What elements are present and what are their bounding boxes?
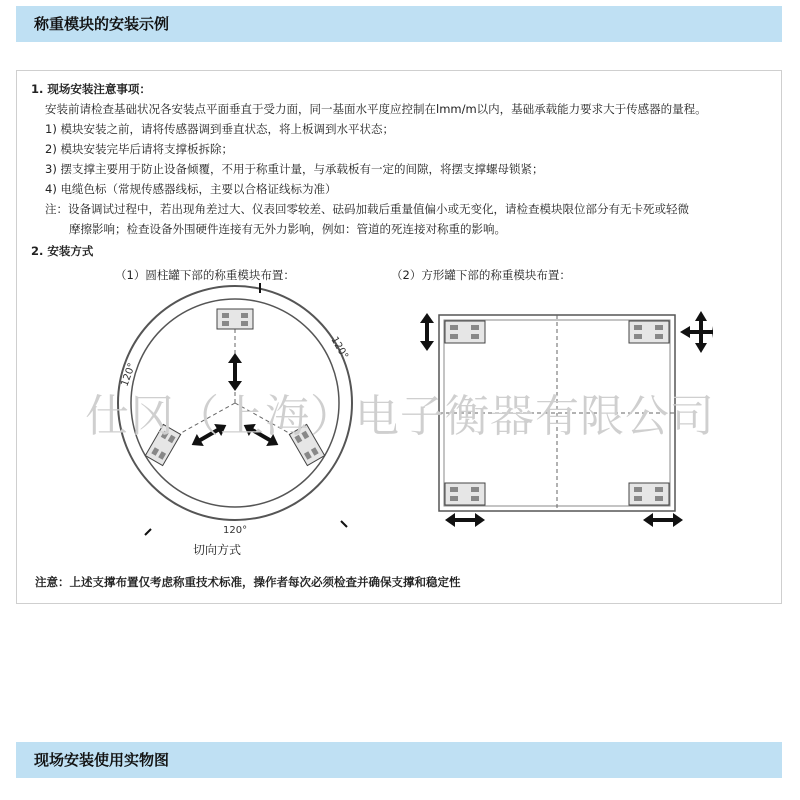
angle-label-left: 120° — [119, 361, 139, 389]
module-top-right — [629, 321, 669, 343]
square-tank-caption: （2）方形罐下部的称重模块布置： — [391, 268, 571, 282]
angle-label-right: 120° — [328, 335, 350, 362]
section2-heading: 2. 安装方式 — [31, 244, 94, 258]
section1-item-1: 1) 模块安装之前，请将传感器调到垂直状态，将上板调到水平状态； — [45, 122, 394, 136]
footer-note: 注意：上述支撑布置仅考虑称重技术标准，操作者每次必须检查并确保支撑和稳定性 — [35, 575, 461, 589]
module-bottom-left — [445, 483, 485, 505]
bottom-header-title: 现场安装使用实物图 — [34, 751, 170, 769]
tangent-label: 切向方式 — [193, 543, 242, 557]
arrow-cross-tr — [680, 311, 713, 353]
header-banner — [16, 6, 782, 42]
section1-item-4: 4) 电缆色标（常规传感器线标，主要以合格证线标为准） — [45, 182, 337, 196]
section1-heading: 1. 现场安装注意事项： — [31, 82, 151, 96]
section1-item-3: 3) 摆支撑主要用于防止设备倾覆，不用于称重计量，与承载板有一定的间隙，将摆支撑螺母锁紧； — [45, 162, 544, 176]
bottom-header-banner — [16, 742, 782, 778]
section1-note-line1: 注：设备调试过程中，若出现角差过大、仪表回零较差、砝码加载后重量值偏小或无变化，请检查模块限位部分有无卡死或轻微 — [45, 202, 689, 216]
angle-label-bottom: 120° — [223, 525, 248, 536]
module-bottom-right — [629, 483, 669, 505]
round-tank-caption: （1）圆柱罐下部的称重模块布置： — [115, 268, 295, 282]
arrow-horizontal-bl — [445, 513, 485, 527]
header-title: 称重模块的安装示例 — [34, 15, 170, 33]
arrow-horizontal-br — [643, 513, 683, 527]
module-top-left — [445, 321, 485, 343]
section1-intro: 安装前请检查基础状况各安装点平面垂直于受力面，同一基面水平度应控制在lmm/m以内，基础承载能力要求大于传感器的量程。 — [45, 102, 707, 116]
installation-panel — [16, 70, 782, 604]
module-top — [217, 309, 253, 329]
section1-item-2: 2) 模块安装完毕后请将支撑板拆除； — [45, 142, 233, 156]
watermark-text: 仕冈（上海）电子衡器有限公司 — [85, 391, 715, 442]
arrow-vertical-tl — [420, 313, 434, 351]
section1-note-line2: 摩擦影响；检查设备外围硬件连接有无外力影响，例如：管道的死连接对称重的影响。 — [69, 222, 506, 236]
